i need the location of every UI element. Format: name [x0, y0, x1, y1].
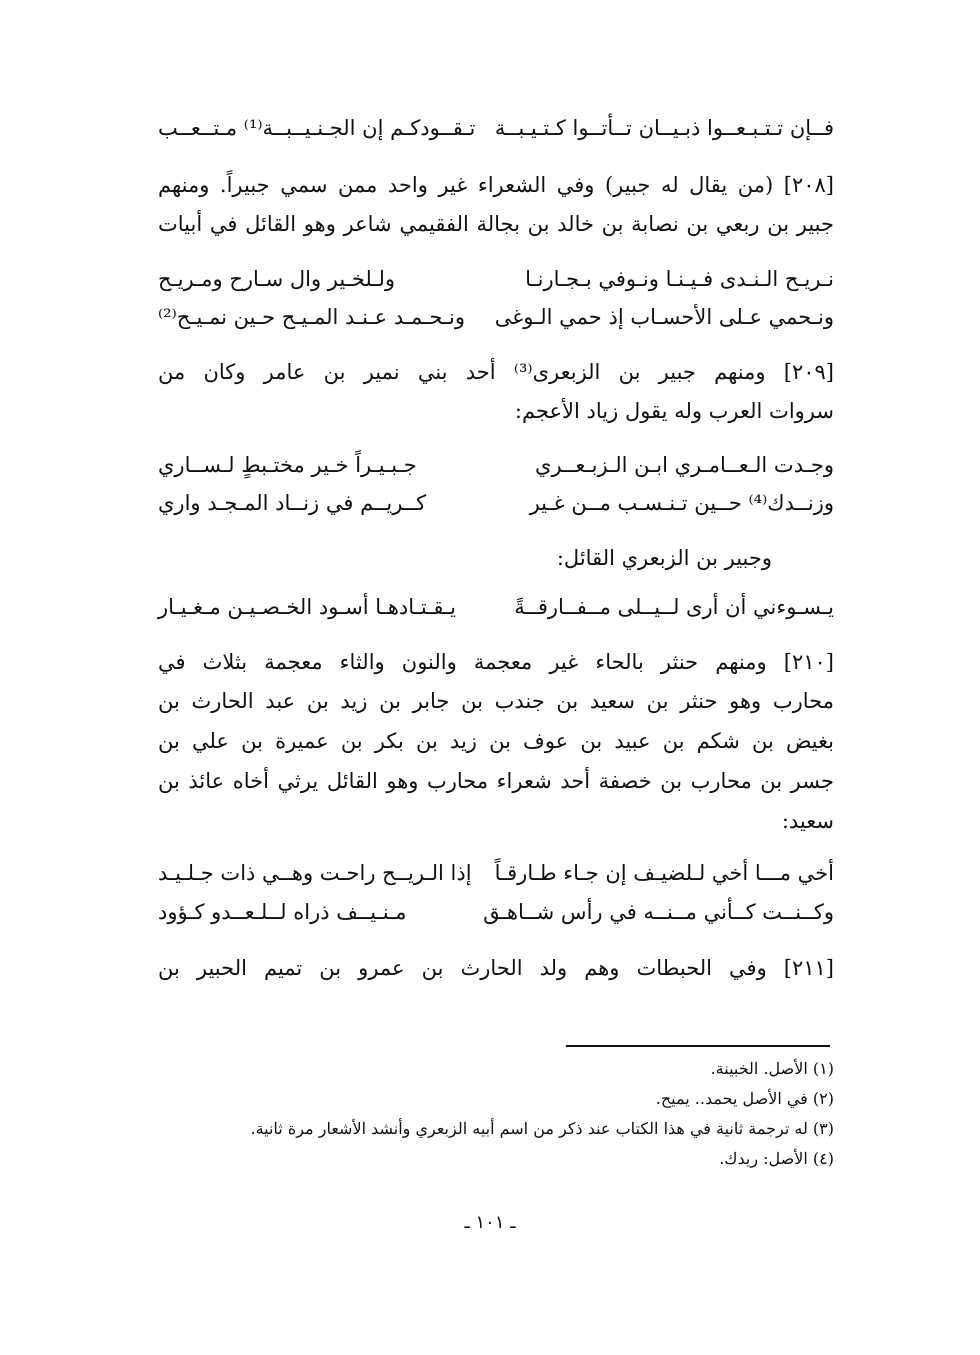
verse-line [158, 592, 834, 622]
paragraph-line: [٢٠٨] (من يقال له جبير) وفي الشعراء غير واحد ممن سمي جبيراً. ومنهم [158, 173, 834, 197]
paragraph-line: جسر بن محارب بن خصفة أحد شعراء محارب وهو القائل يرثي أخاه عائذ بن [158, 769, 834, 793]
verse-line [158, 858, 834, 888]
hemistich-left: تـقــودكـم إن الجـنـيــبــة⁽¹⁾ مـتــعــب [158, 116, 476, 140]
hemistich-left: ولـلخـير وال سـارح ومـريـح [158, 267, 396, 291]
verse-line [158, 113, 834, 143]
hemistich-right: ونـحمي عـلى الأحسـاب إذ حمي الـوغى [494, 305, 834, 329]
verse-line [158, 488, 834, 518]
verse-line [158, 264, 834, 294]
hemistich-right: أخي مـــا أخي لـلضيـف إن جـاء طـارقـاً [494, 861, 834, 885]
verse-intro: وجبير بن الزبعري القائل: [556, 546, 772, 570]
hemistich-left: كــريــم في زنــاد المـجـد واري [158, 491, 427, 515]
hemistich-left: يـقـتـادهـا أسـود الخـصـيـن مـغـيـار [158, 595, 456, 619]
paragraph-line: [٢١١] وفي الحبطات وهم ولد الحارث بن عمرو بن تميم الحبير بن [158, 956, 834, 980]
hemistich-left: مـنـيــف ذراه لــلـعــدو كـؤود [158, 900, 407, 924]
hemistich-right: وزنــدك⁽⁴⁾ حــين تـنـسـب مــن غـير [529, 491, 834, 515]
hemistich-left: ونـحـمـد عـنـد المـيـح حـين نمـيـح⁽²⁾ [158, 305, 466, 329]
hemistich-right: فــإن تـتـبـعــوا ذبـيــان تــأتــوا كـتـيـبــة [494, 116, 834, 140]
footnote: (٣) له ترجمة ثانية في هذا الكتاب عند ذكر من اسم أبيه الزبعري وأنشد الأشعار مرة ثانية. [250, 1119, 834, 1138]
hemistich-right: وكــنــت كــأني مــنــه في رأس شــاهـق [483, 900, 834, 924]
footnote-rule [566, 1045, 830, 1047]
paragraph-line: جبير بن ربعي بن نصابة بن خالد بن بجالة الفقيمي شاعر وهو القائل في أبيات [158, 212, 834, 236]
paragraph-line: [٢٠٩] ومنهم جبير بن الزبعرى⁽³⁾ أحد بني نمير بن عامر وكان من [158, 360, 834, 384]
footnote: (٤) الأصل: ريدك. [719, 1149, 834, 1168]
verse-line [158, 897, 834, 927]
paragraph-line: سعيد: [781, 809, 834, 833]
hemistich-left: جـبـيـراً خـير مختـبطٍ لـســاري [158, 453, 417, 477]
hemistich-right: وجـدت الـعــامـري ابـن الـزبـعــري [535, 453, 834, 477]
paragraph-line: سروات العرب وله يقول زياد الأعجم: [514, 399, 834, 423]
verse-line [158, 302, 834, 332]
paragraph-line: بغيض بن شكم بن عبيد بن عوف بن زيد بن بكر بن عميرة بن علي بن [158, 729, 834, 753]
footnote: (٢) في الأصل يحمد.. يميح. [655, 1089, 834, 1108]
paragraph-line: [٢١٠] ومنهم حنثر بالحاء غير معجمة والنون والثاء معجمة بثلاث في [158, 650, 834, 674]
footnote: (١) الأصل. الخبينة. [710, 1059, 834, 1078]
paragraph-line: محارب وهو حنثر بن سعيد بن جندب بن جابر بن زيد بن عبد الحارث بن [158, 689, 834, 713]
hemistich-right: نـريـح الـنـدى فـيـنـا ونـوفي بـجـارنـا [525, 267, 834, 291]
hemistich-left: إذا الـريــح راحـت وهــي ذات جـلـيـد [158, 861, 472, 885]
hemistich-right: يـسـوءني أن أرى لــيــلى مــفــارقــةً [514, 595, 834, 619]
verse-line [158, 450, 834, 480]
page-number: ـ ١٠١ ـ [464, 1212, 516, 1233]
